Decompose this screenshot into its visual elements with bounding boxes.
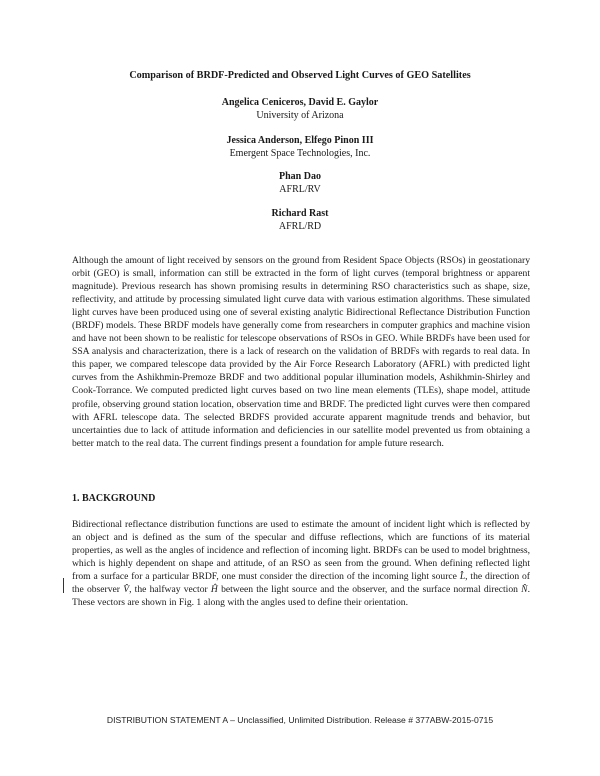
- body-text-segment: Bidirectional reflectance distribution functions are used to estimate the amount of incident light which is reflected by an object and is defined as the sum of the specular and diffuse reflections, which are functions of its material properties, as well as the angles of incidence and reflection of incoming light. BRDFs can be used to model brightness, which is highly dependent on shape and attitude, of an RSO as seen from the ground. When defining reflected light from a surface for a particular BRDF, one must consider the direction of the incoming light source: [72, 519, 530, 583]
- author-affiliation: AFRL/RD: [278, 221, 322, 232]
- author-names: Phan Dao: [279, 171, 321, 182]
- author-group-1: [100, 96, 500, 122]
- body-text-segment: , the halfway vector: [129, 584, 211, 596]
- author-group-2: [100, 134, 500, 160]
- section-body-paragraph: [72, 518, 530, 609]
- author-group-4: [100, 207, 500, 233]
- paper-title: Comparison of BRDF-Predicted and Observed Light Curves of GEO Satellites: [129, 70, 471, 81]
- section-heading: 1. BACKGROUND: [72, 493, 156, 504]
- author-names: Jessica Anderson, Elfego Pinon III: [226, 135, 374, 146]
- abstract-paragraph: Although the amount of light received by sensors on the ground from Resident Space Objects (RSOs) in geostationary orbit (GEO) is small, information can still be extracted in the form of light curves (temporal brightness or apparent magnitude). Previous research has shown promising results in determining RSO characteristics such as shape, size, reflectivity, and attitude by processing simulated light curve data with various estimation algorithms. These simulated light curves have been produced using one of several existing analytic Bidirectional Reflectance Distribution Function (BRDF) models. These BRDF models have generally come from researchers in computer graphics and machine vision and have not been shown to be realistic for telescope observations of RSOs in GEO. While BRDFs have been used for SSA analysis and characterization, there is a lack of research on the validation of BRDFs with regards to real data. In this paper, we compared telescope data provided by the Air Force Research Laboratory (AFRL) with predicted light curves from the Ashikhmin-Premoze BRDF and two additional popular illumination models, Ashikhmin-Shirley and Cook-Torrance. We computed predicted light curves based on two line mean elements (TLEs), shape model, attitude profile, observing ground station location, observation time and BRDF. The predicted light curves were then compared with AFRL telescope data. The selected BRDFS provided accurate apparent magnitude trends and behavior, but uncertainties due to lack of attitude information and deficiencies in our satellite model prevented us from obtaining a better match to the real data. The current findings present a foundation for ample future research.: [72, 255, 530, 449]
- vector-v-symbol: V̂: [123, 584, 130, 596]
- author-affiliation: University of Arizona: [256, 110, 344, 121]
- author-affiliation: AFRL/RV: [279, 184, 321, 195]
- vector-h-symbol: Ĥ: [210, 584, 218, 596]
- distribution-statement-footer: DISTRIBUTION STATEMENT A – Unclassified, Unlimited Distribution. Release # 377ABW-2015-0715: [106, 715, 494, 725]
- author-affiliation: Emergent Space Technologies, Inc.: [229, 148, 371, 159]
- vector-n-symbol: N̂: [521, 584, 528, 596]
- body-text-segment: , the direction of the observer: [72, 571, 530, 596]
- author-names: Richard Rast: [271, 208, 329, 219]
- body-text-segment: between the light source and the observer, and the surface normal direction: [217, 584, 522, 596]
- vector-l-symbol: L̂: [459, 571, 466, 583]
- author-group-3: [100, 170, 500, 196]
- author-names: Angelica Ceniceros, David E. Gaylor: [221, 97, 379, 108]
- body-text-segment: . These vectors are shown in Fig. 1 along with the angles used to define their orientation.: [72, 584, 530, 609]
- revision-change-bar: [63, 578, 64, 593]
